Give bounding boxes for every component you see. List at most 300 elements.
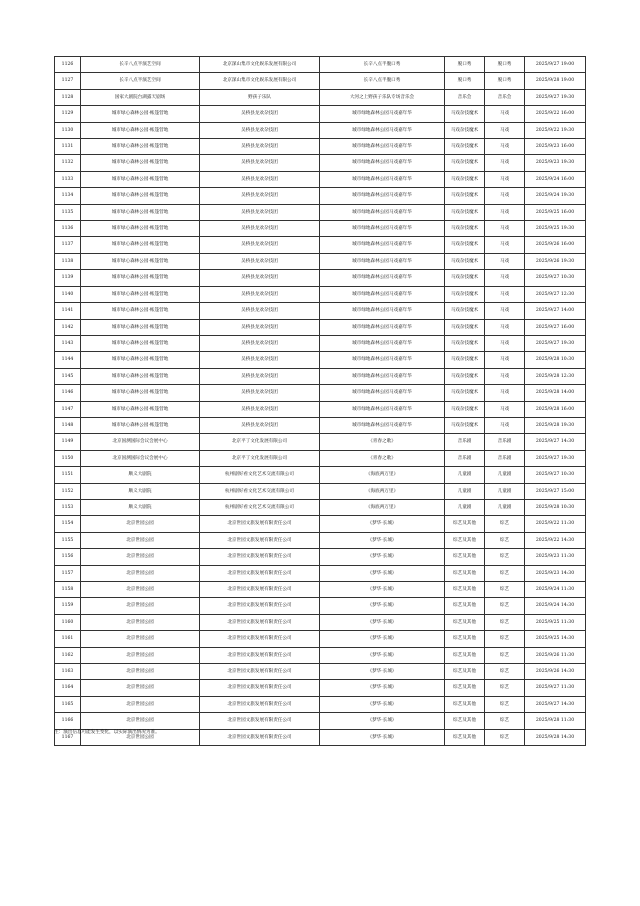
cell-showtime: 2025/9/27 11:30 bbox=[525, 680, 586, 696]
table-row bbox=[55, 286, 586, 302]
cell-category: 综艺及其他 bbox=[445, 516, 485, 532]
cell-venue: 城市绿心森林公园·帐篷营地 bbox=[81, 204, 200, 220]
cell-venue: 北京世园公园 bbox=[81, 614, 200, 630]
cell-show-title: 《梦华·长城》 bbox=[320, 713, 445, 729]
cell-organizer: 北京世园文旅发展有限责任公司 bbox=[200, 582, 320, 598]
cell-subcategory: 马戏 bbox=[485, 139, 525, 155]
cell-show-title: 城市绿地森林公园马戏嘉年华 bbox=[320, 253, 445, 269]
cell-category: 儿童剧 bbox=[445, 499, 485, 515]
cell-row-number: 1145 bbox=[55, 368, 81, 384]
cell-category: 马戏杂技魔术 bbox=[445, 417, 485, 433]
cell-subcategory: 马戏 bbox=[485, 368, 525, 384]
cell-subcategory: 综艺 bbox=[485, 516, 525, 532]
cell-show-title: 《梦华·长城》 bbox=[320, 516, 445, 532]
cell-subcategory: 脱口秀 bbox=[485, 73, 525, 89]
cell-row-number: 1153 bbox=[55, 499, 81, 515]
table-row bbox=[55, 565, 586, 581]
cell-organizer: 杭州剧好看文化艺术交流有限公司 bbox=[200, 467, 320, 483]
cell-venue: 北京世园公园 bbox=[81, 565, 200, 581]
cell-category: 马戏杂技魔术 bbox=[445, 171, 485, 187]
cell-showtime: 2025/9/27 19:30 bbox=[525, 450, 586, 466]
table-row bbox=[55, 483, 586, 499]
cell-show-title: 大河之上野孩子乐队专场音乐会 bbox=[320, 89, 445, 105]
table-row bbox=[55, 582, 586, 598]
cell-category: 儿童剧 bbox=[445, 467, 485, 483]
performance-table-body bbox=[55, 57, 586, 746]
table-row bbox=[55, 499, 586, 515]
table-row bbox=[55, 155, 586, 171]
cell-subcategory: 马戏 bbox=[485, 270, 525, 286]
cell-venue: 顺义大剧院 bbox=[81, 467, 200, 483]
cell-subcategory: 马戏 bbox=[485, 352, 525, 368]
cell-organizer: 吴桥县龙欢杂技团 bbox=[200, 319, 320, 335]
cell-row-number: 1154 bbox=[55, 516, 81, 532]
cell-category: 综艺及其他 bbox=[445, 696, 485, 712]
cell-venue: 城市绿心森林公园·帐篷营地 bbox=[81, 417, 200, 433]
cell-show-title: 《梦华·长城》 bbox=[320, 565, 445, 581]
cell-show-title: 城市绿地森林公园马戏嘉年华 bbox=[320, 368, 445, 384]
cell-organizer: 北京世园文旅发展有限责任公司 bbox=[200, 532, 320, 548]
table-row bbox=[55, 450, 586, 466]
cell-subcategory: 综艺 bbox=[485, 631, 525, 647]
cell-subcategory: 马戏 bbox=[485, 286, 525, 302]
cell-subcategory: 马戏 bbox=[485, 385, 525, 401]
cell-show-title: 城市绿地森林公园马戏嘉年华 bbox=[320, 204, 445, 220]
cell-showtime: 2025/9/28 11:30 bbox=[525, 713, 586, 729]
cell-showtime: 2025/9/22 19:30 bbox=[525, 122, 586, 138]
cell-organizer: 北京世园文旅发展有限责任公司 bbox=[200, 598, 320, 614]
footnote: 注：演出信息可能发生变化，以实际演出情况为准。 bbox=[54, 730, 160, 735]
cell-show-title: 城市绿地森林公园马戏嘉年华 bbox=[320, 401, 445, 417]
cell-showtime: 2025/9/28 14:00 bbox=[525, 385, 586, 401]
cell-showtime: 2025/9/25 14:30 bbox=[525, 631, 586, 647]
cell-show-title: 城市绿地森林公园马戏嘉年华 bbox=[320, 155, 445, 171]
cell-venue: 城市绿心森林公园·帐篷营地 bbox=[81, 221, 200, 237]
cell-organizer: 北京世园文旅发展有限责任公司 bbox=[200, 647, 320, 663]
cell-showtime: 2025/9/28 14:30 bbox=[525, 729, 586, 745]
cell-row-number: 1162 bbox=[55, 647, 81, 663]
cell-row-number: 1163 bbox=[55, 664, 81, 680]
cell-showtime: 2025/9/25 16:00 bbox=[525, 204, 586, 220]
cell-showtime: 2025/9/28 16:00 bbox=[525, 401, 586, 417]
cell-showtime: 2025/9/27 12:30 bbox=[525, 286, 586, 302]
table-row bbox=[55, 664, 586, 680]
cell-organizer: 北京世园文旅发展有限责任公司 bbox=[200, 614, 320, 630]
cell-category: 马戏杂技魔术 bbox=[445, 270, 485, 286]
cell-venue: 北京世园公园 bbox=[81, 729, 200, 745]
cell-venue: 城市绿心森林公园·帐篷营地 bbox=[81, 155, 200, 171]
cell-organizer: 北京深山集市文化娱乐发展有限公司 bbox=[200, 73, 320, 89]
cell-subcategory: 综艺 bbox=[485, 565, 525, 581]
cell-showtime: 2025/9/27 14:30 bbox=[525, 434, 586, 450]
cell-subcategory: 马戏 bbox=[485, 122, 525, 138]
cell-organizer: 吴桥县龙欢杂技团 bbox=[200, 122, 320, 138]
cell-category: 马戏杂技魔术 bbox=[445, 286, 485, 302]
cell-show-title: 《海底两万里》 bbox=[320, 483, 445, 499]
cell-organizer: 吴桥县龙欢杂技团 bbox=[200, 188, 320, 204]
cell-organizer: 北京世园文旅发展有限责任公司 bbox=[200, 729, 320, 745]
cell-organizer: 吴桥县龙欢杂技团 bbox=[200, 253, 320, 269]
cell-organizer: 北京世园文旅发展有限责任公司 bbox=[200, 516, 320, 532]
cell-venue: 北京国测国际会议会展中心 bbox=[81, 450, 200, 466]
cell-row-number: 1129 bbox=[55, 106, 81, 122]
cell-category: 综艺及其他 bbox=[445, 713, 485, 729]
cell-venue: 城市绿心森林公园·帐篷营地 bbox=[81, 335, 200, 351]
cell-category: 马戏杂技魔术 bbox=[445, 401, 485, 417]
cell-category: 综艺及其他 bbox=[445, 664, 485, 680]
cell-show-title: 《青春之歌》 bbox=[320, 450, 445, 466]
cell-subcategory: 马戏 bbox=[485, 221, 525, 237]
cell-subcategory: 综艺 bbox=[485, 549, 525, 565]
cell-showtime: 2025/9/28 12:30 bbox=[525, 368, 586, 384]
cell-organizer: 吴桥县龙欢杂技团 bbox=[200, 385, 320, 401]
cell-venue: 长辛八点半演艺空间 bbox=[81, 73, 200, 89]
cell-showtime: 2025/9/28 19:00 bbox=[525, 73, 586, 89]
table-row bbox=[55, 319, 586, 335]
cell-row-number: 1137 bbox=[55, 237, 81, 253]
cell-venue: 城市绿心森林公园·帐篷营地 bbox=[81, 352, 200, 368]
cell-showtime: 2025/9/24 16:00 bbox=[525, 171, 586, 187]
cell-venue: 北京国测国际会议会展中心 bbox=[81, 434, 200, 450]
cell-row-number: 1150 bbox=[55, 450, 81, 466]
table-row bbox=[55, 335, 586, 351]
cell-show-title: 《梦华·长城》 bbox=[320, 696, 445, 712]
cell-show-title: 《海底两万里》 bbox=[320, 467, 445, 483]
cell-category: 马戏杂技魔术 bbox=[445, 221, 485, 237]
cell-category: 综艺及其他 bbox=[445, 729, 485, 745]
cell-category: 脱口秀 bbox=[445, 57, 485, 73]
cell-row-number: 1159 bbox=[55, 598, 81, 614]
cell-show-title: 城市绿地森林公园马戏嘉年华 bbox=[320, 303, 445, 319]
cell-venue: 北京世园公园 bbox=[81, 582, 200, 598]
cell-show-title: 《梦华·长城》 bbox=[320, 729, 445, 745]
cell-subcategory: 马戏 bbox=[485, 237, 525, 253]
cell-subcategory: 综艺 bbox=[485, 729, 525, 745]
cell-showtime: 2025/9/24 19:30 bbox=[525, 188, 586, 204]
cell-venue: 北京世园公园 bbox=[81, 631, 200, 647]
cell-showtime: 2025/9/27 10:30 bbox=[525, 270, 586, 286]
cell-row-number: 1142 bbox=[55, 319, 81, 335]
cell-category: 综艺及其他 bbox=[445, 582, 485, 598]
table-row bbox=[55, 204, 586, 220]
cell-subcategory: 音乐剧 bbox=[485, 450, 525, 466]
cell-show-title: 城市绿地森林公园马戏嘉年华 bbox=[320, 352, 445, 368]
cell-show-title: 城市绿地森林公园马戏嘉年华 bbox=[320, 122, 445, 138]
cell-row-number: 1152 bbox=[55, 483, 81, 499]
cell-showtime: 2025/9/25 11:30 bbox=[525, 614, 586, 630]
table-row bbox=[55, 549, 586, 565]
cell-venue: 北京世园公园 bbox=[81, 532, 200, 548]
cell-row-number: 1131 bbox=[55, 139, 81, 155]
cell-subcategory: 综艺 bbox=[485, 647, 525, 663]
cell-category: 马戏杂技魔术 bbox=[445, 204, 485, 220]
cell-show-title: 城市绿地森林公园马戏嘉年华 bbox=[320, 335, 445, 351]
cell-row-number: 1127 bbox=[55, 73, 81, 89]
cell-subcategory: 马戏 bbox=[485, 155, 525, 171]
cell-row-number: 1166 bbox=[55, 713, 81, 729]
table-row bbox=[55, 614, 586, 630]
cell-showtime: 2025/9/27 14:30 bbox=[525, 696, 586, 712]
cell-category: 综艺及其他 bbox=[445, 598, 485, 614]
cell-show-title: 城市绿地森林公园马戏嘉年华 bbox=[320, 417, 445, 433]
cell-showtime: 2025/9/27 19:30 bbox=[525, 89, 586, 105]
cell-show-title: 城市绿地森林公园马戏嘉年华 bbox=[320, 237, 445, 253]
cell-venue: 城市绿心森林公园·帐篷营地 bbox=[81, 139, 200, 155]
table-row bbox=[55, 221, 586, 237]
cell-venue: 城市绿心森林公园·帐篷营地 bbox=[81, 385, 200, 401]
table-row bbox=[55, 385, 586, 401]
cell-showtime: 2025/9/26 19:30 bbox=[525, 253, 586, 269]
cell-row-number: 1158 bbox=[55, 582, 81, 598]
cell-category: 马戏杂技魔术 bbox=[445, 352, 485, 368]
cell-subcategory: 马戏 bbox=[485, 303, 525, 319]
cell-organizer: 吴桥县龙欢杂技团 bbox=[200, 352, 320, 368]
cell-organizer: 吴桥县龙欢杂技团 bbox=[200, 155, 320, 171]
cell-showtime: 2025/9/27 14:00 bbox=[525, 303, 586, 319]
table-row bbox=[55, 57, 586, 73]
cell-subcategory: 马戏 bbox=[485, 253, 525, 269]
cell-organizer: 吴桥县龙欢杂技团 bbox=[200, 303, 320, 319]
cell-organizer: 吴桥县龙欢杂技团 bbox=[200, 401, 320, 417]
cell-venue: 北京世园公园 bbox=[81, 696, 200, 712]
table-row bbox=[55, 532, 586, 548]
table-row bbox=[55, 139, 586, 155]
cell-show-title: 《梦华·长城》 bbox=[320, 549, 445, 565]
cell-venue: 城市绿心森林公园·帐篷营地 bbox=[81, 303, 200, 319]
cell-show-title: 《梦华·长城》 bbox=[320, 680, 445, 696]
cell-organizer: 北京世园文旅发展有限责任公司 bbox=[200, 713, 320, 729]
cell-organizer: 野孩子乐队 bbox=[200, 89, 320, 105]
cell-organizer: 杭州剧好看文化艺术交流有限公司 bbox=[200, 499, 320, 515]
table-row bbox=[55, 401, 586, 417]
cell-category: 马戏杂技魔术 bbox=[445, 106, 485, 122]
cell-subcategory: 儿童剧 bbox=[485, 467, 525, 483]
cell-row-number: 1157 bbox=[55, 565, 81, 581]
cell-organizer: 北京平丁文化发展有限公司 bbox=[200, 434, 320, 450]
cell-organizer: 吴桥县龙欢杂技团 bbox=[200, 139, 320, 155]
cell-row-number: 1132 bbox=[55, 155, 81, 171]
cell-category: 马戏杂技魔术 bbox=[445, 237, 485, 253]
cell-venue: 顺义大剧院 bbox=[81, 499, 200, 515]
cell-category: 音乐剧 bbox=[445, 434, 485, 450]
table-row bbox=[55, 270, 586, 286]
cell-venue: 北京世园公园 bbox=[81, 713, 200, 729]
cell-show-title: 《梦华·长城》 bbox=[320, 631, 445, 647]
cell-venue: 城市绿心森林公园·帐篷营地 bbox=[81, 253, 200, 269]
table-row bbox=[55, 237, 586, 253]
cell-subcategory: 儿童剧 bbox=[485, 499, 525, 515]
cell-category: 马戏杂技魔术 bbox=[445, 385, 485, 401]
cell-showtime: 2025/9/23 14:30 bbox=[525, 565, 586, 581]
cell-category: 马戏杂技魔术 bbox=[445, 139, 485, 155]
cell-organizer: 北京平丁文化发展有限公司 bbox=[200, 450, 320, 466]
table-row bbox=[55, 122, 586, 138]
cell-showtime: 2025/9/27 16:00 bbox=[525, 319, 586, 335]
cell-showtime: 2025/9/27 19:00 bbox=[525, 57, 586, 73]
cell-organizer: 北京世园文旅发展有限责任公司 bbox=[200, 565, 320, 581]
table-row bbox=[55, 680, 586, 696]
table-row bbox=[55, 368, 586, 384]
cell-organizer: 北京世园文旅发展有限责任公司 bbox=[200, 631, 320, 647]
table-row bbox=[55, 647, 586, 663]
cell-showtime: 2025/9/24 11:30 bbox=[525, 582, 586, 598]
cell-venue: 城市绿心森林公园·帐篷营地 bbox=[81, 368, 200, 384]
cell-show-title: 《梦华·长城》 bbox=[320, 532, 445, 548]
cell-show-title: 城市绿地森林公园马戏嘉年华 bbox=[320, 188, 445, 204]
cell-venue: 城市绿心森林公园·帐篷营地 bbox=[81, 188, 200, 204]
table-row bbox=[55, 516, 586, 532]
cell-category: 马戏杂技魔术 bbox=[445, 122, 485, 138]
cell-organizer: 北京世园文旅发展有限责任公司 bbox=[200, 696, 320, 712]
table-row bbox=[55, 253, 586, 269]
cell-row-number: 1165 bbox=[55, 696, 81, 712]
cell-subcategory: 综艺 bbox=[485, 582, 525, 598]
cell-row-number: 1140 bbox=[55, 286, 81, 302]
table-row bbox=[55, 713, 586, 729]
cell-venue: 城市绿心森林公园·帐篷营地 bbox=[81, 401, 200, 417]
cell-category: 脱口秀 bbox=[445, 73, 485, 89]
cell-showtime: 2025/9/27 15:00 bbox=[525, 483, 586, 499]
cell-showtime: 2025/9/25 19:30 bbox=[525, 221, 586, 237]
cell-row-number: 1164 bbox=[55, 680, 81, 696]
cell-venue: 北京世园公园 bbox=[81, 516, 200, 532]
table-row bbox=[55, 106, 586, 122]
cell-show-title: 城市绿地森林公园马戏嘉年华 bbox=[320, 385, 445, 401]
cell-showtime: 2025/9/22 16:00 bbox=[525, 106, 586, 122]
cell-row-number: 1143 bbox=[55, 335, 81, 351]
cell-row-number: 1134 bbox=[55, 188, 81, 204]
cell-category: 马戏杂技魔术 bbox=[445, 188, 485, 204]
cell-show-title: 《海底两万里》 bbox=[320, 499, 445, 515]
cell-show-title: 城市绿地森林公园马戏嘉年华 bbox=[320, 319, 445, 335]
cell-organizer: 吴桥县龙欢杂技团 bbox=[200, 221, 320, 237]
cell-venue: 城市绿心森林公园·帐篷营地 bbox=[81, 237, 200, 253]
cell-row-number: 1167 bbox=[55, 729, 81, 745]
cell-show-title: 长辛八点半腹口秀 bbox=[320, 57, 445, 73]
cell-showtime: 2025/9/28 19:30 bbox=[525, 417, 586, 433]
cell-subcategory: 马戏 bbox=[485, 335, 525, 351]
cell-row-number: 1146 bbox=[55, 385, 81, 401]
table-row bbox=[55, 303, 586, 319]
cell-organizer: 吴桥县龙欢杂技团 bbox=[200, 335, 320, 351]
table-row bbox=[55, 188, 586, 204]
table-row bbox=[55, 89, 586, 105]
cell-row-number: 1138 bbox=[55, 253, 81, 269]
cell-subcategory: 马戏 bbox=[485, 171, 525, 187]
cell-subcategory: 马戏 bbox=[485, 319, 525, 335]
cell-row-number: 1160 bbox=[55, 614, 81, 630]
table-row bbox=[55, 171, 586, 187]
cell-show-title: 城市绿地森林公园马戏嘉年华 bbox=[320, 286, 445, 302]
cell-category: 马戏杂技魔术 bbox=[445, 319, 485, 335]
cell-venue: 顺义大剧院 bbox=[81, 483, 200, 499]
cell-category: 马戏杂技魔术 bbox=[445, 335, 485, 351]
cell-venue: 城市绿心森林公园·帐篷营地 bbox=[81, 270, 200, 286]
cell-organizer: 吴桥县龙欢杂技团 bbox=[200, 171, 320, 187]
cell-subcategory: 音乐会 bbox=[485, 89, 525, 105]
cell-organizer: 吴桥县龙欢杂技团 bbox=[200, 368, 320, 384]
cell-showtime: 2025/9/23 11:30 bbox=[525, 549, 586, 565]
cell-row-number: 1139 bbox=[55, 270, 81, 286]
cell-row-number: 1149 bbox=[55, 434, 81, 450]
cell-subcategory: 马戏 bbox=[485, 417, 525, 433]
cell-showtime: 2025/9/26 11:30 bbox=[525, 647, 586, 663]
cell-row-number: 1156 bbox=[55, 549, 81, 565]
cell-show-title: 城市绿地森林公园马戏嘉年华 bbox=[320, 106, 445, 122]
cell-venue: 国家大剧院台湖露天剧场 bbox=[81, 89, 200, 105]
cell-venue: 北京世园公园 bbox=[81, 598, 200, 614]
cell-show-title: 《青春之歌》 bbox=[320, 434, 445, 450]
cell-venue: 北京世园公园 bbox=[81, 549, 200, 565]
cell-organizer: 杭州剧好看文化艺术交流有限公司 bbox=[200, 483, 320, 499]
cell-subcategory: 儿童剧 bbox=[485, 483, 525, 499]
cell-category: 音乐会 bbox=[445, 89, 485, 105]
cell-show-title: 城市绿地森林公园马戏嘉年华 bbox=[320, 270, 445, 286]
cell-row-number: 1155 bbox=[55, 532, 81, 548]
table-row bbox=[55, 73, 586, 89]
cell-subcategory: 脱口秀 bbox=[485, 57, 525, 73]
cell-show-title: 长辛八点半腹口秀 bbox=[320, 73, 445, 89]
cell-row-number: 1147 bbox=[55, 401, 81, 417]
cell-category: 综艺及其他 bbox=[445, 549, 485, 565]
cell-category: 综艺及其他 bbox=[445, 647, 485, 663]
table-row bbox=[55, 467, 586, 483]
cell-organizer: 吴桥县龙欢杂技团 bbox=[200, 417, 320, 433]
cell-organizer: 吴桥县龙欢杂技团 bbox=[200, 286, 320, 302]
cell-row-number: 1136 bbox=[55, 221, 81, 237]
cell-subcategory: 音乐剧 bbox=[485, 434, 525, 450]
cell-row-number: 1126 bbox=[55, 57, 81, 73]
table-row bbox=[55, 417, 586, 433]
cell-venue: 长辛八点半演艺空间 bbox=[81, 57, 200, 73]
cell-show-title: 《梦华·长城》 bbox=[320, 664, 445, 680]
cell-venue: 北京世园公园 bbox=[81, 647, 200, 663]
table-row bbox=[55, 598, 586, 614]
cell-organizer: 北京世园文旅发展有限责任公司 bbox=[200, 664, 320, 680]
cell-organizer: 北京世园文旅发展有限责任公司 bbox=[200, 549, 320, 565]
cell-show-title: 城市绿地森林公园马戏嘉年华 bbox=[320, 221, 445, 237]
table-row bbox=[55, 631, 586, 647]
cell-venue: 城市绿心森林公园·帐篷营地 bbox=[81, 106, 200, 122]
cell-showtime: 2025/9/23 19:30 bbox=[525, 155, 586, 171]
cell-showtime: 2025/9/26 14:30 bbox=[525, 664, 586, 680]
table-row bbox=[55, 696, 586, 712]
cell-category: 马戏杂技魔术 bbox=[445, 253, 485, 269]
cell-subcategory: 马戏 bbox=[485, 188, 525, 204]
cell-show-title: 《梦华·长城》 bbox=[320, 614, 445, 630]
cell-row-number: 1133 bbox=[55, 171, 81, 187]
cell-show-title: 《梦华·长城》 bbox=[320, 582, 445, 598]
cell-category: 综艺及其他 bbox=[445, 680, 485, 696]
performance-table bbox=[54, 56, 586, 746]
cell-row-number: 1130 bbox=[55, 122, 81, 138]
cell-subcategory: 综艺 bbox=[485, 664, 525, 680]
cell-subcategory: 综艺 bbox=[485, 696, 525, 712]
cell-showtime: 2025/9/27 19:30 bbox=[525, 335, 586, 351]
cell-organizer: 吴桥县龙欢杂技团 bbox=[200, 237, 320, 253]
cell-showtime: 2025/9/23 16:00 bbox=[525, 139, 586, 155]
cell-showtime: 2025/9/24 14:30 bbox=[525, 598, 586, 614]
cell-category: 音乐剧 bbox=[445, 450, 485, 466]
cell-row-number: 1148 bbox=[55, 417, 81, 433]
cell-category: 儿童剧 bbox=[445, 483, 485, 499]
cell-subcategory: 综艺 bbox=[485, 713, 525, 729]
cell-showtime: 2025/9/27 10:30 bbox=[525, 467, 586, 483]
cell-showtime: 2025/9/22 11:30 bbox=[525, 516, 586, 532]
cell-showtime: 2025/9/26 16:00 bbox=[525, 237, 586, 253]
cell-category: 马戏杂技魔术 bbox=[445, 155, 485, 171]
cell-subcategory: 马戏 bbox=[485, 204, 525, 220]
